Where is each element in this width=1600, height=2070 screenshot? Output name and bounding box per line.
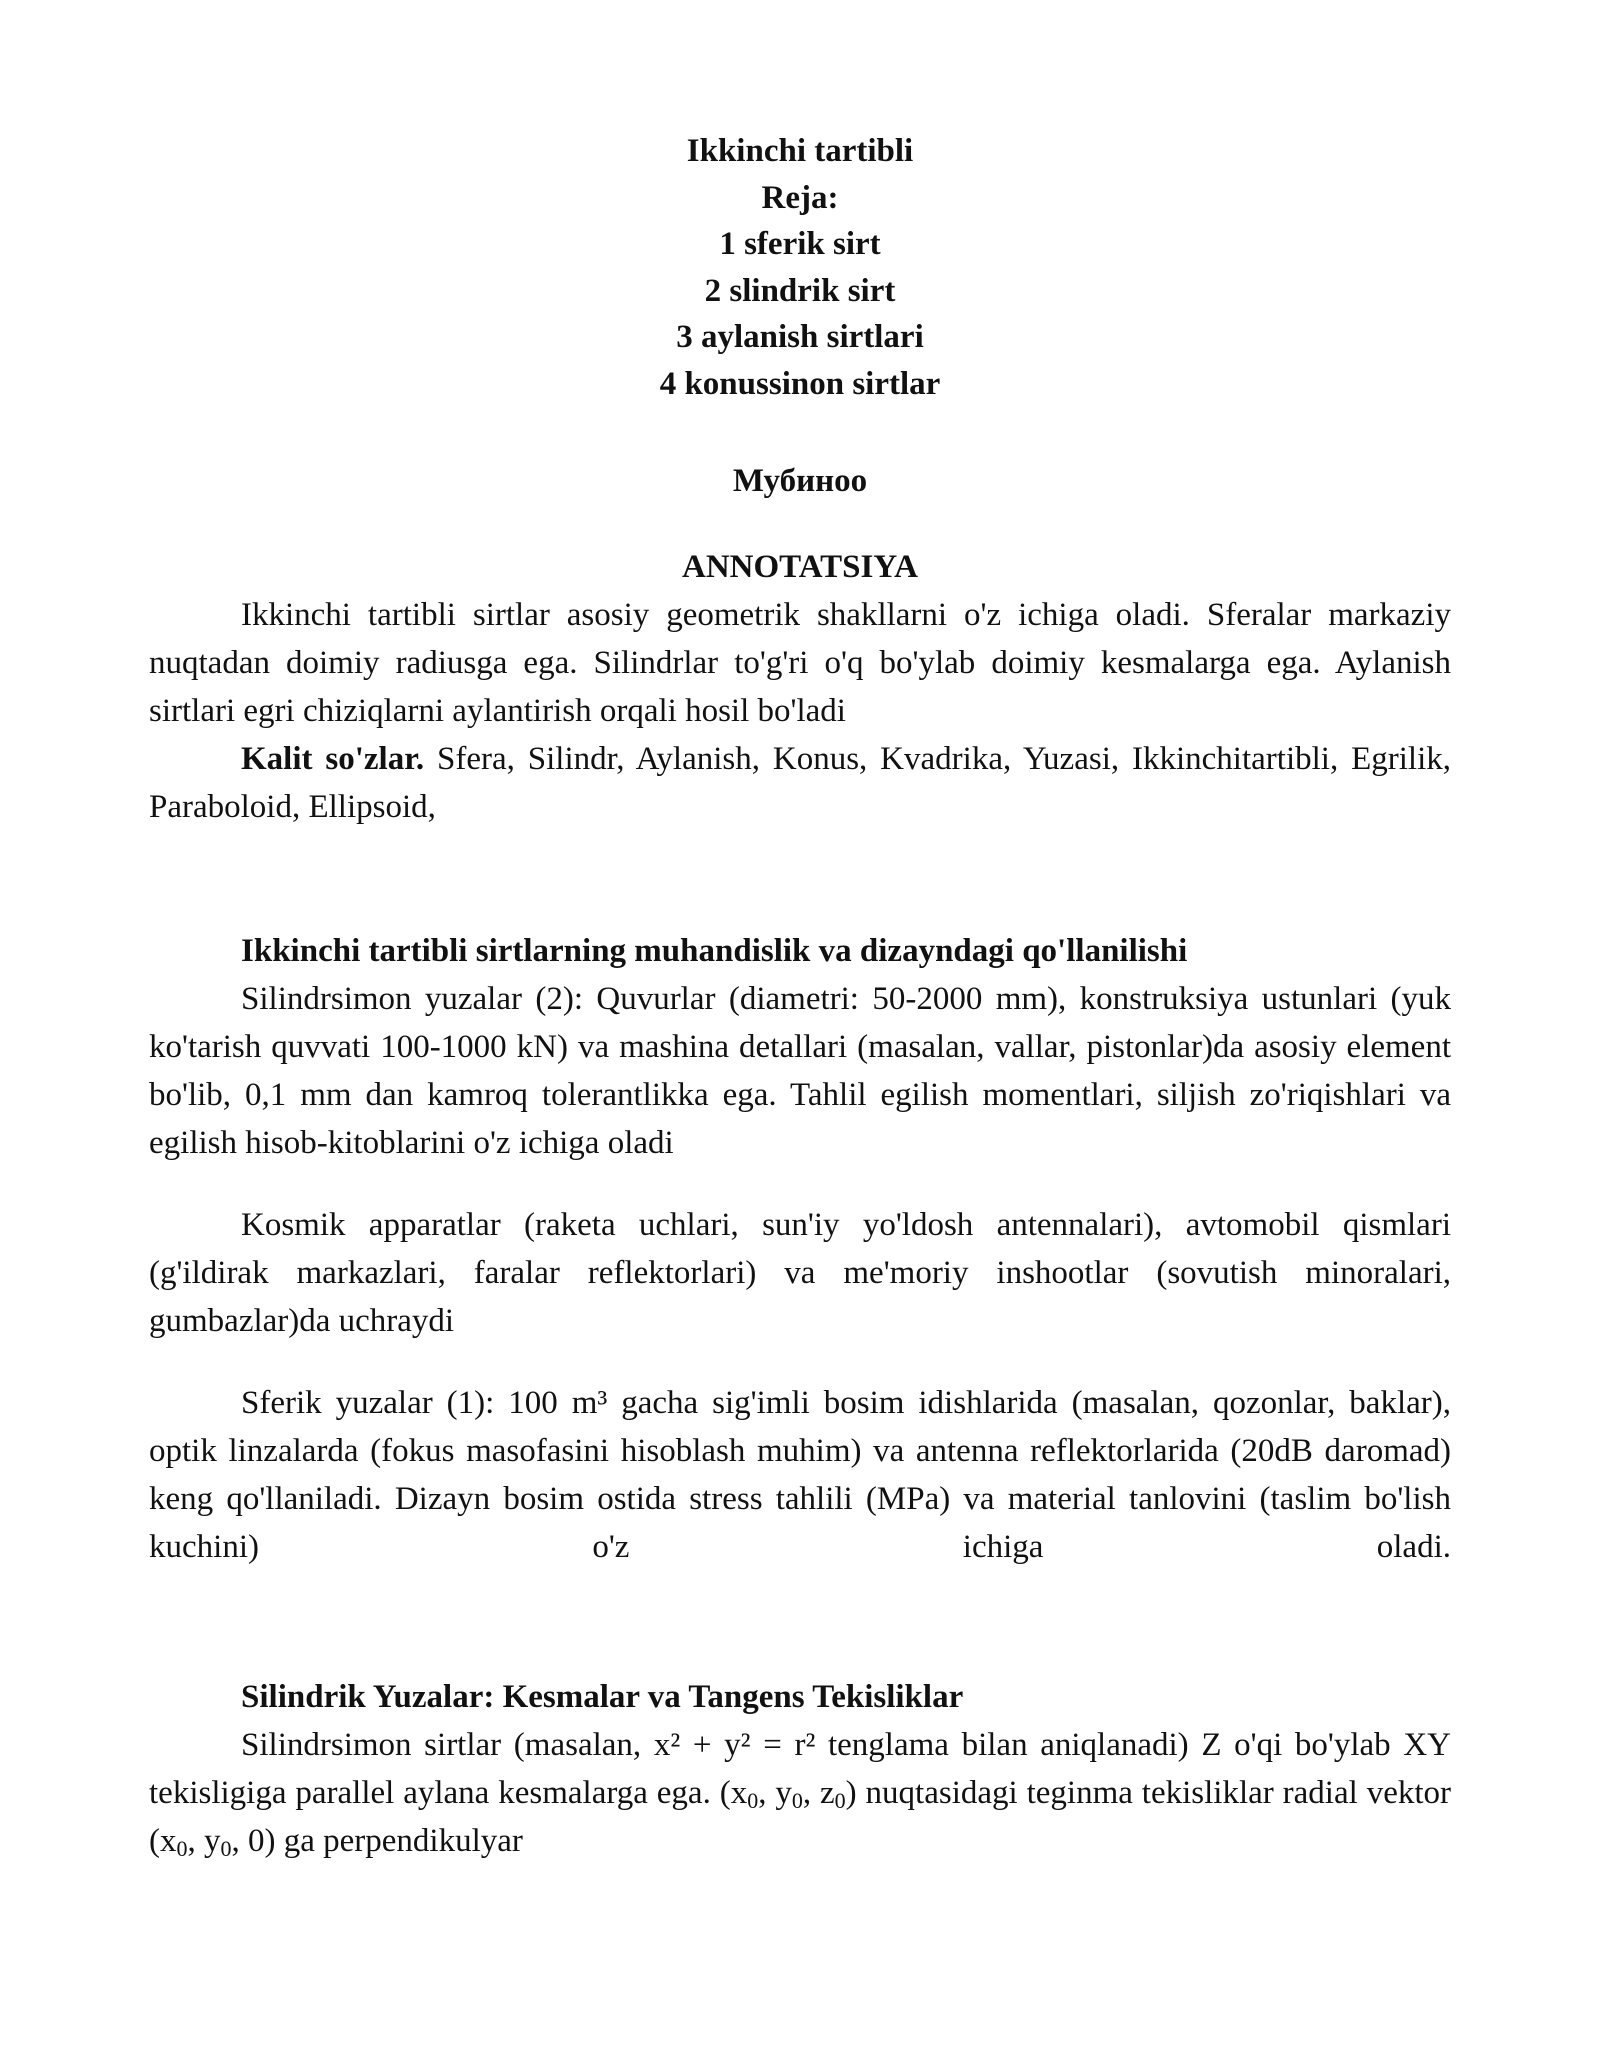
keywords-list: Sfera, Silindr, Aylanish, Konus, Kvadrika, Yuzasi, Ikkinchitartibli, Egrilik, Paraboloid, Ellipsoid, <box>149 741 1451 825</box>
text-run: , 0) ga perpendikulyar <box>231 1823 523 1859</box>
text-run: Silindrsimon sirtlar (masalan, x² + y² = r² tenglama bilan aniqlanadi) Z o'qi bo'ylab XY tekisligiga parallel aylana kesmalarga ega. (x <box>149 1727 1451 1811</box>
text-run: , y <box>758 1775 792 1811</box>
plan-item: 2 slindrik sirt <box>704 272 896 309</box>
plan-label: Reja: <box>761 179 839 216</box>
title-block <box>149 128 1451 407</box>
document-title: Ikkinchi tartibli <box>686 133 914 169</box>
author-name: Мубиноо <box>732 463 868 499</box>
keywords-paragraph <box>149 735 1451 831</box>
plan-item: 4 konussinon sirtlar <box>659 365 941 402</box>
subscript: 0 <box>220 1836 232 1861</box>
annotation-text: Ikkinchi tartibli sirtlar asosiy geometrik shakllarni o'z ichiga oladi. Sferalar markaziy nuqtadan doimiy radiusga ega. Silindrlar to'g'ri o'q bo'ylab doimiy kesmalarga ega. Aylanish sirtlari egri chiziqlarni aylantirish orqali hosil bo'ladi <box>149 597 1451 729</box>
annotation-heading: ANNOTATSIYA <box>682 549 918 585</box>
section-heading-applications: Ikkinchi tartibli sirtlarning muhandislik va dizayndagi qo'llanilishi <box>241 933 1188 969</box>
subscript: 0 <box>791 1788 803 1813</box>
text-run: , y <box>187 1823 221 1859</box>
paragraph-aerospace: Kosmik apparatlar (raketa uchlari, sun'iy yo'ldosh antennalari), avtomobil qismlari (g'ildirak markazlari, faralar reflektorlari) va me'moriy inshootlar (sovutish minoralari, gumbazlar)da uchraydi <box>149 1207 1451 1339</box>
text-run: ) nuqtasidagi teginma tekisliklar radial vektor (x <box>149 1775 1451 1859</box>
subscript: 0 <box>747 1788 759 1813</box>
plan-item: 3 aylanish sirtlari <box>676 319 924 355</box>
section-heading-cylindrical-surfaces: Silindrik Yuzalar: Kesmalar va Tangens Tekisliklar <box>241 1679 964 1715</box>
plan-item: 1 sferik sirt <box>719 226 881 262</box>
keywords-label: Kalit so'zlar. <box>241 741 425 777</box>
paragraph-tangent-planes <box>149 1721 1451 1865</box>
text-run: , z <box>802 1775 835 1811</box>
paragraph-spherical: Sferik yuzalar (1): 100 m³ gacha sig'imli bosim idishlarida (masalan, qozonlar, baklar), optik linzalarda (fokus masofasini hisoblash muhim) va antenna reflektorlarida (20dB daromad) keng qo'llaniladi. Dizayn bosim ostida stress tahlili (MPa) va material tanlovini (taslim bo'lish kuchini) o'z ichiga oladi. <box>149 1385 1451 1565</box>
paragraph-cylindrical: Silindrsimon yuzalar (2): Quvurlar (diametri: 50-2000 mm), konstruksiya ustunlari (yuk ko'tarish quvvati 100-1000 kN) va mashina detallari (masalan, vallar, pistonlar)da asosiy element bo'lib, 0,1 mm dan kamroq tolerantlikka ega. Tahlil egilish momentlari, siljish zo'riqishlari va egilish hisob-kitoblarini o'z ichiga oladi <box>149 981 1451 1161</box>
subscript: 0 <box>176 1836 188 1861</box>
subscript: 0 <box>834 1788 846 1813</box>
